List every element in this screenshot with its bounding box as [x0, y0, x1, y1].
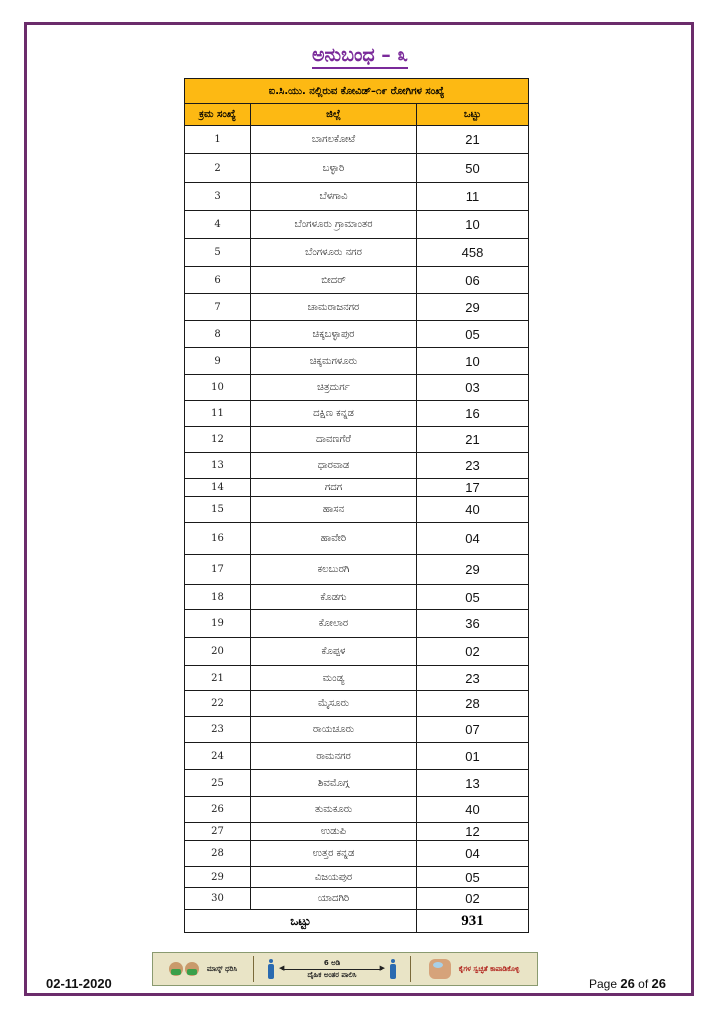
- district-cell: ಕೋಲಾರ: [251, 610, 417, 638]
- table-row: [185, 497, 529, 523]
- table-row: [185, 479, 529, 497]
- district-cell: ಉತ್ತರ ಕನ್ನಡ: [251, 841, 417, 867]
- district-cell: ಚಾಮರಾಜನಗರ: [251, 294, 417, 321]
- serial-cell: 21: [185, 666, 251, 691]
- table-row: [185, 841, 529, 867]
- count-cell: 40: [417, 797, 529, 823]
- table-row: [185, 239, 529, 267]
- table-row: [185, 743, 529, 770]
- serial-cell: 9: [185, 348, 251, 375]
- table-row: [185, 888, 529, 910]
- page-title: ಅನುಬಂಧ – ೩: [0, 44, 720, 66]
- serial-cell: 6: [185, 267, 251, 294]
- count-cell: 11: [417, 183, 529, 211]
- handwash-text: ಕೈಗಳ ಸ್ವಚ್ಛತೆ ಕಾಪಾಡಿಕೊಳ್ಳಿ: [458, 964, 520, 973]
- count-cell: 23: [417, 453, 529, 479]
- district-cell: ಕಲಬುರಗಿ: [251, 555, 417, 585]
- count-cell: 05: [417, 867, 529, 888]
- count-cell: 12: [417, 823, 529, 841]
- count-cell: 458: [417, 239, 529, 267]
- count-cell: 28: [417, 691, 529, 717]
- table-row: [185, 555, 529, 585]
- count-cell: 13: [417, 770, 529, 797]
- district-cell: ಬಾಗಲಕೋಟೆ: [251, 126, 417, 154]
- masked-face-icon: [185, 962, 199, 976]
- district-cell: ಕೊಪ್ಪಳ: [251, 638, 417, 666]
- table-row: [185, 348, 529, 375]
- district-cell: ಚಿಕ್ಕಮಗಳೂರು: [251, 348, 417, 375]
- mask-text: ಮಾಸ್ಕ್ ಧರಿಸಿ: [206, 964, 238, 973]
- table-row: [185, 585, 529, 610]
- serial-cell: 24: [185, 743, 251, 770]
- washing-hands-icon: [429, 959, 451, 979]
- district-cell: ಧಾರವಾಡ: [251, 453, 417, 479]
- table-row: [185, 666, 529, 691]
- serial-cell: 28: [185, 841, 251, 867]
- serial-cell: 14: [185, 479, 251, 497]
- double-arrow-icon: [282, 969, 382, 970]
- distance-section: [254, 953, 410, 985]
- column-header-serial: ಕ್ರಮ ಸಂಖ್ಯೆ: [185, 104, 251, 126]
- table-row: [185, 126, 529, 154]
- serial-cell: 15: [185, 497, 251, 523]
- serial-cell: 20: [185, 638, 251, 666]
- serial-cell: 17: [185, 555, 251, 585]
- serial-cell: 7: [185, 294, 251, 321]
- page-current: 26: [620, 976, 635, 991]
- count-cell: 50: [417, 154, 529, 183]
- count-cell: 10: [417, 211, 529, 239]
- table-row: [185, 638, 529, 666]
- count-cell: 05: [417, 585, 529, 610]
- district-cell: ಬಳ್ಳಾರಿ: [251, 154, 417, 183]
- page-total: 26: [651, 976, 666, 991]
- column-header-district: ಜಿಲ್ಲೆ: [251, 104, 417, 126]
- serial-cell: 4: [185, 211, 251, 239]
- district-cell: ಶಿವಮೊಗ್ಗ: [251, 770, 417, 797]
- count-cell: 21: [417, 126, 529, 154]
- total-value: 931: [417, 910, 529, 933]
- district-cell: ತುಮಕೂರು: [251, 797, 417, 823]
- serial-cell: 27: [185, 823, 251, 841]
- table-row: [185, 427, 529, 453]
- district-cell: ದಾವಣಗೆರೆ: [251, 427, 417, 453]
- count-cell: 23: [417, 666, 529, 691]
- serial-cell: 5: [185, 239, 251, 267]
- serial-cell: 18: [185, 585, 251, 610]
- district-cell: ಚಿಕ್ಕಬಳ್ಳಾಪುರ: [251, 321, 417, 348]
- count-cell: 04: [417, 841, 529, 867]
- serial-cell: 8: [185, 321, 251, 348]
- table-row: [185, 610, 529, 638]
- count-cell: 17: [417, 479, 529, 497]
- masked-face-icon: [169, 962, 183, 976]
- serial-cell: 16: [185, 523, 251, 555]
- distance-arrow: [282, 959, 382, 980]
- table-row: [185, 823, 529, 841]
- district-cell: ಹಾಸನ: [251, 497, 417, 523]
- handwash-section: [411, 953, 537, 985]
- page-of: of: [638, 977, 649, 991]
- district-cell: ಬೆಂಗಳೂರು ಗ್ರಾಮಾಂತರ: [251, 211, 417, 239]
- serial-cell: 29: [185, 867, 251, 888]
- table-row: [185, 154, 529, 183]
- district-cell: ಗದಗ: [251, 479, 417, 497]
- mask-section: [153, 953, 253, 985]
- serial-cell: 13: [185, 453, 251, 479]
- table-title: ಐ.ಸಿ.ಯು. ನಲ್ಲಿರುವ ಕೋವಿಡ್–೧೯ ರೋಗಿಗಳ ಸಂಖ್ಯೆ: [185, 79, 529, 104]
- table-row: [185, 401, 529, 427]
- district-cell: ಹಾವೇರಿ: [251, 523, 417, 555]
- district-cell: ಬೀದರ್: [251, 267, 417, 294]
- table-row: [185, 375, 529, 401]
- table-row: [185, 797, 529, 823]
- person-icon: [390, 959, 396, 979]
- count-cell: 05: [417, 321, 529, 348]
- distance-text: ದೈಹಿಕ ಅಂತರ ಪಾಲಿಸಿ: [307, 970, 357, 979]
- serial-cell: 2: [185, 154, 251, 183]
- district-cell: ರಾಯಚೂರು: [251, 717, 417, 743]
- district-cell: ಉಡುಪಿ: [251, 823, 417, 841]
- serial-cell: 30: [185, 888, 251, 910]
- column-header-total: ಒಟ್ಟು: [417, 104, 529, 126]
- district-cell: ಮೈಸೂರು: [251, 691, 417, 717]
- serial-cell: 23: [185, 717, 251, 743]
- safety-banner: [152, 952, 538, 986]
- table-row: [185, 453, 529, 479]
- district-cell: ಕೊಡಗು: [251, 585, 417, 610]
- count-cell: 06: [417, 267, 529, 294]
- serial-cell: 11: [185, 401, 251, 427]
- serial-cell: 22: [185, 691, 251, 717]
- district-cell: ಮಂಡ್ಯ: [251, 666, 417, 691]
- district-cell: ಯಾದಗಿರಿ: [251, 888, 417, 910]
- district-cell: ಬೆಂಗಳೂರು ನಗರ: [251, 239, 417, 267]
- page-number: [589, 976, 666, 991]
- serial-cell: 19: [185, 610, 251, 638]
- serial-cell: 10: [185, 375, 251, 401]
- count-cell: 03: [417, 375, 529, 401]
- table-row: [185, 523, 529, 555]
- distance-value: 6 ಅಡಿ: [323, 958, 341, 967]
- person-icon: [268, 959, 274, 979]
- table-row: [185, 294, 529, 321]
- count-cell: 10: [417, 348, 529, 375]
- table-row: [185, 770, 529, 797]
- count-cell: 02: [417, 638, 529, 666]
- district-cell: ಚಿತ್ರದುರ್ಗ: [251, 375, 417, 401]
- table-row: [185, 321, 529, 348]
- total-row: [185, 910, 529, 933]
- serial-cell: 25: [185, 770, 251, 797]
- serial-cell: 3: [185, 183, 251, 211]
- table-row: [185, 211, 529, 239]
- district-cell: ದಕ್ಷಿಣ ಕನ್ನಡ: [251, 401, 417, 427]
- count-cell: 01: [417, 743, 529, 770]
- table-row: [185, 691, 529, 717]
- serial-cell: 26: [185, 797, 251, 823]
- count-cell: 07: [417, 717, 529, 743]
- table-row: [185, 867, 529, 888]
- count-cell: 02: [417, 888, 529, 910]
- count-cell: 16: [417, 401, 529, 427]
- footer-date: 02-11-2020: [46, 976, 112, 991]
- serial-cell: 1: [185, 126, 251, 154]
- table-row: [185, 717, 529, 743]
- table-body: [185, 126, 529, 910]
- district-cell: ಬೆಳಗಾವಿ: [251, 183, 417, 211]
- total-label: ಒಟ್ಟು: [185, 910, 417, 933]
- page-label: Page: [588, 977, 618, 991]
- table-row: [185, 183, 529, 211]
- count-cell: 36: [417, 610, 529, 638]
- table-row: [185, 267, 529, 294]
- count-cell: 29: [417, 294, 529, 321]
- district-cell: ರಾಮನಗರ: [251, 743, 417, 770]
- serial-cell: 12: [185, 427, 251, 453]
- count-cell: 04: [417, 523, 529, 555]
- district-cell: ವಿಜಯಪುರ: [251, 867, 417, 888]
- count-cell: 40: [417, 497, 529, 523]
- count-cell: 21: [417, 427, 529, 453]
- count-cell: 29: [417, 555, 529, 585]
- icu-cases-table: [184, 78, 529, 933]
